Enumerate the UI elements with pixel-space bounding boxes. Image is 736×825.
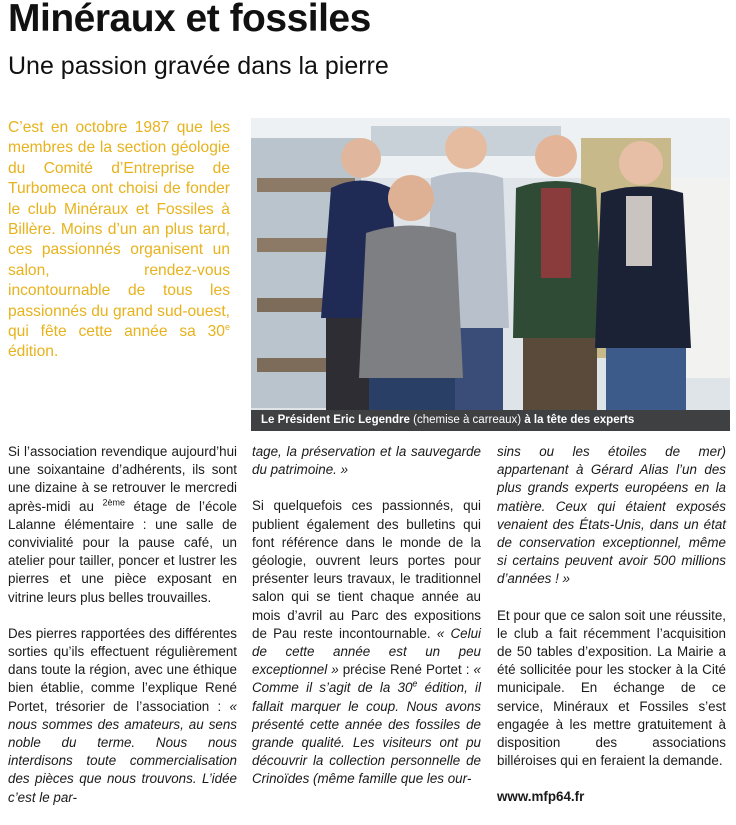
page-subtitle: Une passion gravée dans la pierre — [8, 52, 389, 80]
c2p2-text-c: précise René Portet : — [338, 662, 470, 678]
group-photo-illustration — [251, 118, 730, 431]
c1p1-text-a: Si l’association revendique aujourd’hui une soixantaine d’adhérents, ils sont une dizaine à se retrouver le mercredi après-midi au — [8, 444, 237, 514]
c1p1-sup: ème — [107, 497, 126, 508]
lead-text-2: édition. — [8, 343, 59, 361]
c2p2-quote-1: « Celui de cette année est un peu exceptionnel » — [252, 625, 481, 678]
caption-paren: (chemise à carreaux) — [413, 414, 522, 426]
c1p2-quote: « nous sommes des amateurs, au sens noble du terme. Nous nous interdisons toute commercialisation des pièces que nous trouvons. L’idée c’est le par- — [8, 698, 237, 805]
c1p1-text-b: étage de l’école Lalanne élémentaire : une salle de convivialité pour la pause café, un atelier pour tailler, poncer et lustrer les pierres et une pièce exposant en vitrine leurs plus belles trouvailles. — [8, 498, 237, 605]
caption-bold: Le Président Eric Legendre — [261, 414, 410, 426]
c2p2-quote-2: « Comme il s’agit de la 30 — [252, 662, 481, 696]
c2p2-sup: e — [412, 678, 418, 689]
page-title: Minéraux et fossiles — [8, 0, 371, 40]
article-column-3 — [497, 443, 726, 825]
lead-paragraph — [8, 118, 230, 363]
paragraph-c1-1 — [8, 443, 237, 607]
c2p2-quote-3: édition, il fallait marquer le coup. Nous avons présenté cette année des fossiles de grande qualité. Les visiteurs ont pu découvrir la collection personnelle de Crinoïdes (même famille que les our- — [252, 680, 481, 787]
website-link[interactable]: www.mfp64.fr — [497, 789, 585, 805]
article-column-2 — [252, 443, 481, 789]
paragraph-c3-1: sins ou les étoiles de mer) appartenant à Gérard Alias l’un des plus grands experts européens en la matière. Ceux qui étaient exposés venaient des États-Unis, dans un état de conservation exceptionnel, même si certains peuvent avoir 500 millions d’années ! » — [497, 444, 726, 587]
c2p2-text-a: Si quelquefois ces passionnés, qui publient également des bulletins qui font référence dans le monde de la géologie, ouvrent leurs portes pour présenter leurs travaux, le traditionnel salon qui se tient chaque année au mois d’avril au Parc des expositions de Pau reste incontournable. — [252, 498, 481, 641]
paragraph-c1-2 — [8, 625, 237, 807]
lead-text-1: C’est en octobre 1987 que les membres de la section géologie du Comité d’Entreprise de Turbomeca ont choisi de fonder le club Minéraux et Fossiles à Billère. Moins d’un an plus tard, ces passionnés organisent un salon, rendez-vous incontournable de tous les passionnés du grand sud-ouest, qui fête cette année sa 30 — [8, 119, 230, 341]
paragraph-c2-1: tage, la préservation et la sauvegarde du patrimoine. » — [252, 444, 481, 478]
lead-superscript: e — [224, 321, 230, 332]
paragraph-c2-2 — [252, 497, 481, 788]
paragraph-c3-2: Et pour que ce salon soit une réussite, le club a fait récemment l’acquisition de 50 tables d’exposition. La Mairie a été sollicitée pour les stocker à la Cité municipale. En échange de ce service, Minéraux et Fossiles s’est engagée à les mettre gratuitement à disposition des associations billéroises qui en feraient la demande. — [497, 607, 726, 769]
article-column-1 — [8, 443, 237, 807]
caption-bold-2: à la tête des experts — [524, 414, 635, 426]
group-photo — [251, 118, 730, 431]
photo-caption — [251, 410, 730, 431]
c1p1-sup-num: 2 — [102, 497, 108, 508]
c1p2-text-a: Des pierres rapportées des différentes sorties qu’ils effectuent régulièrement dans toute la région, avec une éthique bien établie, comme l’explique René Portet, trésorier de l’association : — [8, 625, 237, 714]
